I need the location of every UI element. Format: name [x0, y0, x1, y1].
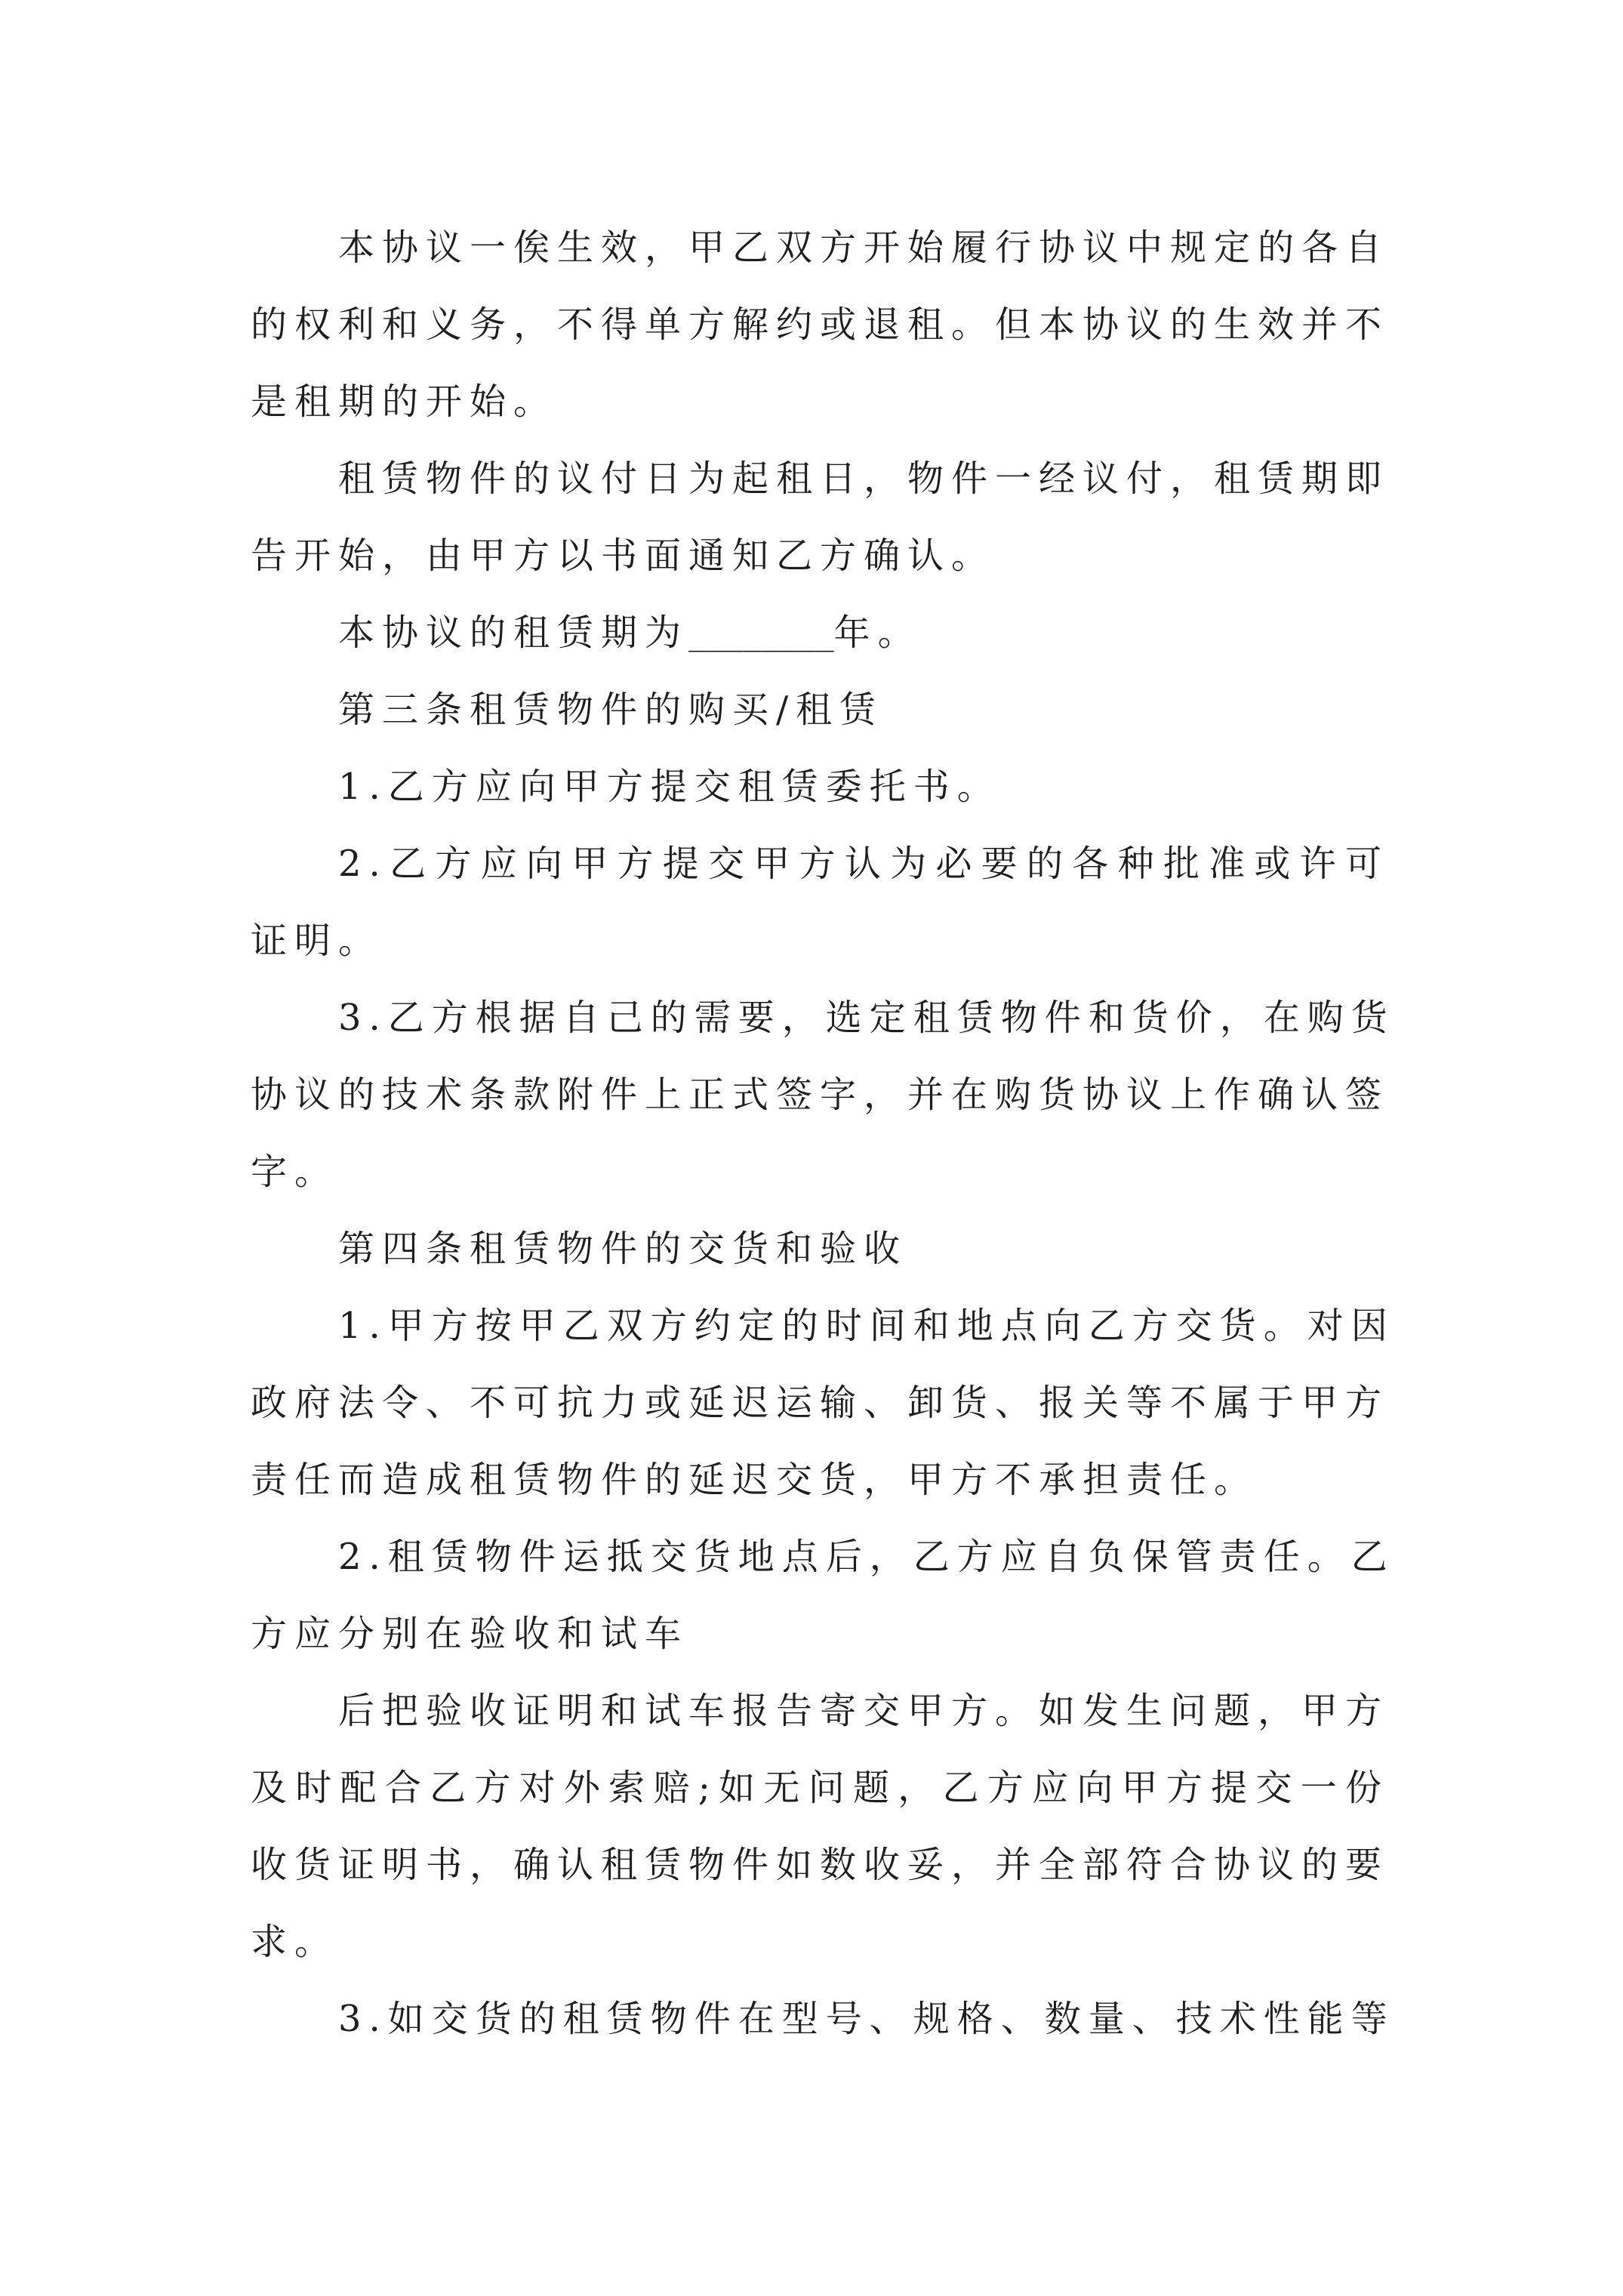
clause-3-1 [251, 748, 1389, 825]
text-line: 政府法令、不可抗力或延迟运输、卸货、报关等不属于甲方 [251, 1382, 1390, 1424]
section-heading: 第三条租赁物件的购买/租赁 [338, 689, 884, 731]
section-heading-article-4 [251, 1210, 1389, 1287]
clause-4-1 [251, 1287, 1395, 1518]
text-line: 2.乙方应向甲方提交甲方认为必要的各种批准或许可 [338, 843, 1389, 885]
text-line: 租赁物件的议付日为起租日，物件一经议付，租赁期即 [338, 458, 1390, 500]
lease-term-prefix: 本协议的租赁期为 [338, 612, 689, 654]
text-line: 字。 [251, 1151, 339, 1193]
text-line: 的权利和义务，不得单方解约或退租。但本协议的生效并不 [251, 304, 1390, 346]
section-heading: 第四条租赁物件的交货和验收 [338, 1228, 908, 1270]
text-line: 求。 [251, 1921, 339, 1963]
text-line: 3.如交货的租赁物件在型号、规格、数量、技术性能等 [338, 1998, 1395, 2040]
text-line [338, 594, 1389, 671]
text-line: 责任而造成租赁物件的延迟交货，甲方不承担责任。 [251, 1459, 1258, 1501]
section-heading-article-3 [251, 671, 1389, 748]
clause-4-2-continued [251, 1672, 1389, 1980]
paragraph-lease-term [251, 594, 1389, 671]
text-line: 1.甲方按甲乙双方约定的时间和地点向乙方交货。对因 [338, 1305, 1395, 1347]
paragraph-agreement-effect [251, 209, 1389, 440]
clause-4-3 [251, 1980, 1395, 2057]
clause-4-2 [251, 1518, 1395, 1672]
text-line: 证明。 [251, 920, 383, 962]
lease-term-blank: ________ [688, 618, 834, 652]
text-line: 收货证明书，确认租赁物件如数收妥，并全部符合协议的要 [251, 1844, 1390, 1886]
text-line: 本协议一俟生效，甲乙双方开始履行协议中规定的各自 [338, 227, 1390, 269]
paragraph-lease-start [251, 440, 1389, 594]
text-line: 1.乙方应向甲方提交租赁委托书。 [338, 766, 1001, 808]
text-line: 方应分别在验收和试车 [251, 1613, 689, 1655]
text-line: 3.乙方根据自己的需要，选定租赁物件和货价，在购货 [338, 997, 1395, 1039]
document-body [251, 209, 1395, 2057]
text-line: 后把验收证明和试车报告寄交甲方。如发生问题，甲方 [338, 1690, 1390, 1732]
text-line: 协议的技术条款附件上正式签字，并在购货协议上作确认签 [251, 1074, 1390, 1116]
clause-3-2 [251, 825, 1389, 979]
clause-3-3 [251, 979, 1395, 1210]
text-line: 及时配合乙方对外索赔;如无问题，乙方应向甲方提交一份 [251, 1767, 1389, 1809]
lease-term-suffix: 年。 [833, 612, 922, 654]
text-line: 是租期的开始。 [251, 381, 558, 423]
text-line: 告开始，由甲方以书面通知乙方确认。 [251, 535, 996, 577]
text-line: 2.租赁物件运抵交货地点后，乙方应自负保管责任。乙 [338, 1536, 1395, 1578]
